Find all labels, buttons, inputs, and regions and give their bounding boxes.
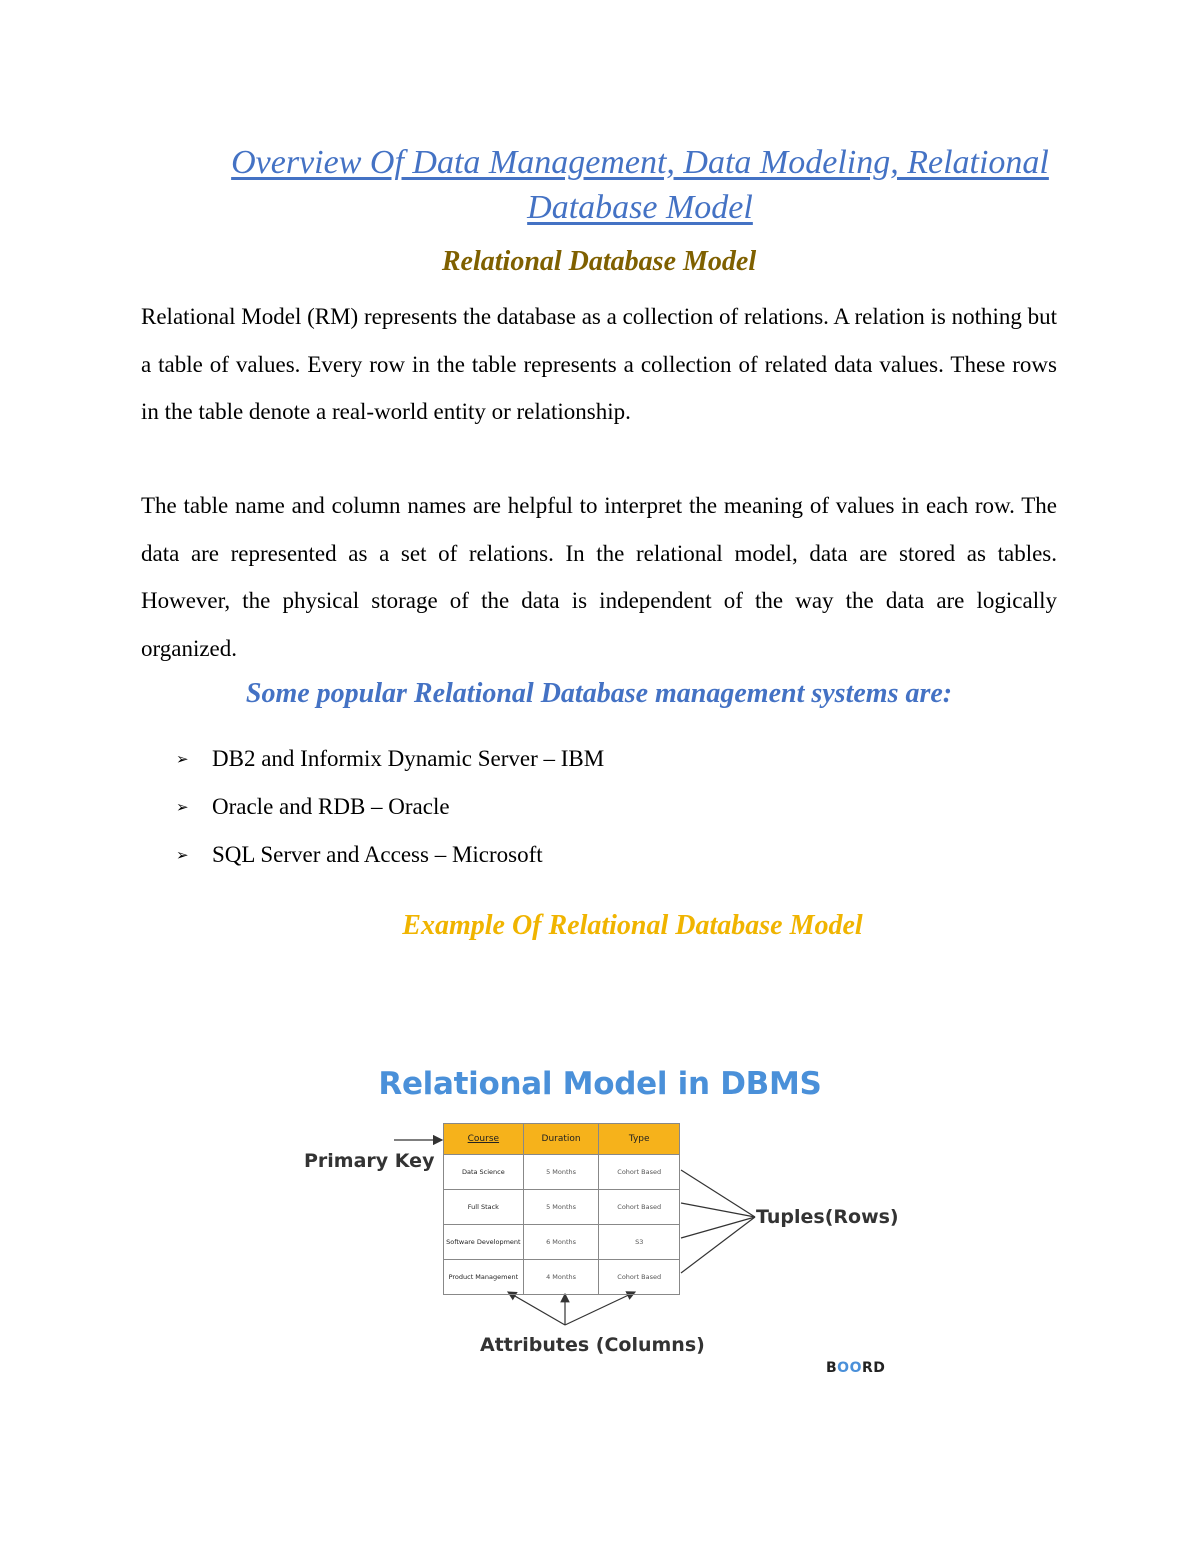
logo-part: B xyxy=(826,1360,838,1376)
figure-title: Relational Model in DBMS xyxy=(378,1066,822,1102)
logo-part: OO xyxy=(837,1360,862,1376)
relational-model-figure xyxy=(290,1060,910,1390)
table-cell: Full Stack xyxy=(444,1190,524,1225)
table-row xyxy=(444,1260,680,1295)
column-header: Type xyxy=(599,1124,680,1155)
list-item xyxy=(176,783,604,831)
primary-key-label: Primary Key xyxy=(304,1150,435,1172)
column-header: Course xyxy=(444,1124,524,1155)
board-logo xyxy=(826,1360,885,1376)
list-item-text: DB2 and Informix Dynamic Server – IBM xyxy=(212,746,605,771)
title-line-1: Overview Of Data Management, Data Modeling, Relational xyxy=(231,144,1049,181)
list-item xyxy=(176,735,604,783)
table-cell: 5 Months xyxy=(523,1190,599,1225)
table-row xyxy=(444,1225,680,1260)
relation-table xyxy=(443,1123,680,1295)
tuples-label: Tuples(Rows) xyxy=(756,1206,899,1228)
table-cell: Software Development xyxy=(444,1225,524,1260)
tuples-connector-lines xyxy=(681,1170,755,1273)
table-header-row xyxy=(444,1124,680,1155)
table-cell: 5 Months xyxy=(523,1155,599,1190)
title-line-2: Database Model xyxy=(527,189,753,226)
paragraph-intro: Relational Model (RM) represents the database as a collection of relations. A relation is nothing but a table of values. Every row in the table represents a collection of related data values. These rows in the table denote a real-world entity or relationship. xyxy=(141,304,1057,424)
table-cell: 6 Months xyxy=(523,1225,599,1260)
list-item xyxy=(176,831,604,879)
arrow-bullet-icon: ➢ xyxy=(176,749,189,768)
systems-list xyxy=(176,735,604,879)
popular-systems-heading: Some popular Relational Database management systems are: xyxy=(245,678,953,709)
table-cell: Data Science xyxy=(444,1155,524,1190)
table-row xyxy=(444,1190,680,1225)
table-cell: Cohort Based xyxy=(599,1190,680,1225)
attributes-label: Attributes (Columns) xyxy=(480,1334,705,1356)
list-item-text: SQL Server and Access – Microsoft xyxy=(212,842,543,867)
arrow-bullet-icon: ➢ xyxy=(176,845,189,864)
table-cell: Product Management xyxy=(444,1260,524,1295)
document-title xyxy=(140,140,1140,230)
section-heading: Relational Database Model xyxy=(441,246,757,277)
example-heading: Example Of Relational Database Model xyxy=(402,910,863,941)
logo-part: RD xyxy=(861,1360,886,1376)
column-header: Duration xyxy=(523,1124,599,1155)
table-cell: Cohort Based xyxy=(599,1260,680,1295)
table-row xyxy=(444,1155,680,1190)
paragraph-tables: The table name and column names are helpful to interpret the meaning of values in each row. The data are represented as a set of relations. In the relational model, data are stored as tables. However, the physical storage of the data is independent of the way the data are logically organized. xyxy=(141,493,1057,661)
attributes-connector-lines xyxy=(508,1292,635,1325)
arrow-bullet-icon: ➢ xyxy=(176,797,189,816)
table-cell: 4 Months xyxy=(523,1260,599,1295)
table-cell: S3 xyxy=(599,1225,680,1260)
table-cell: Cohort Based xyxy=(599,1155,680,1190)
list-item-text: Oracle and RDB – Oracle xyxy=(212,794,450,819)
